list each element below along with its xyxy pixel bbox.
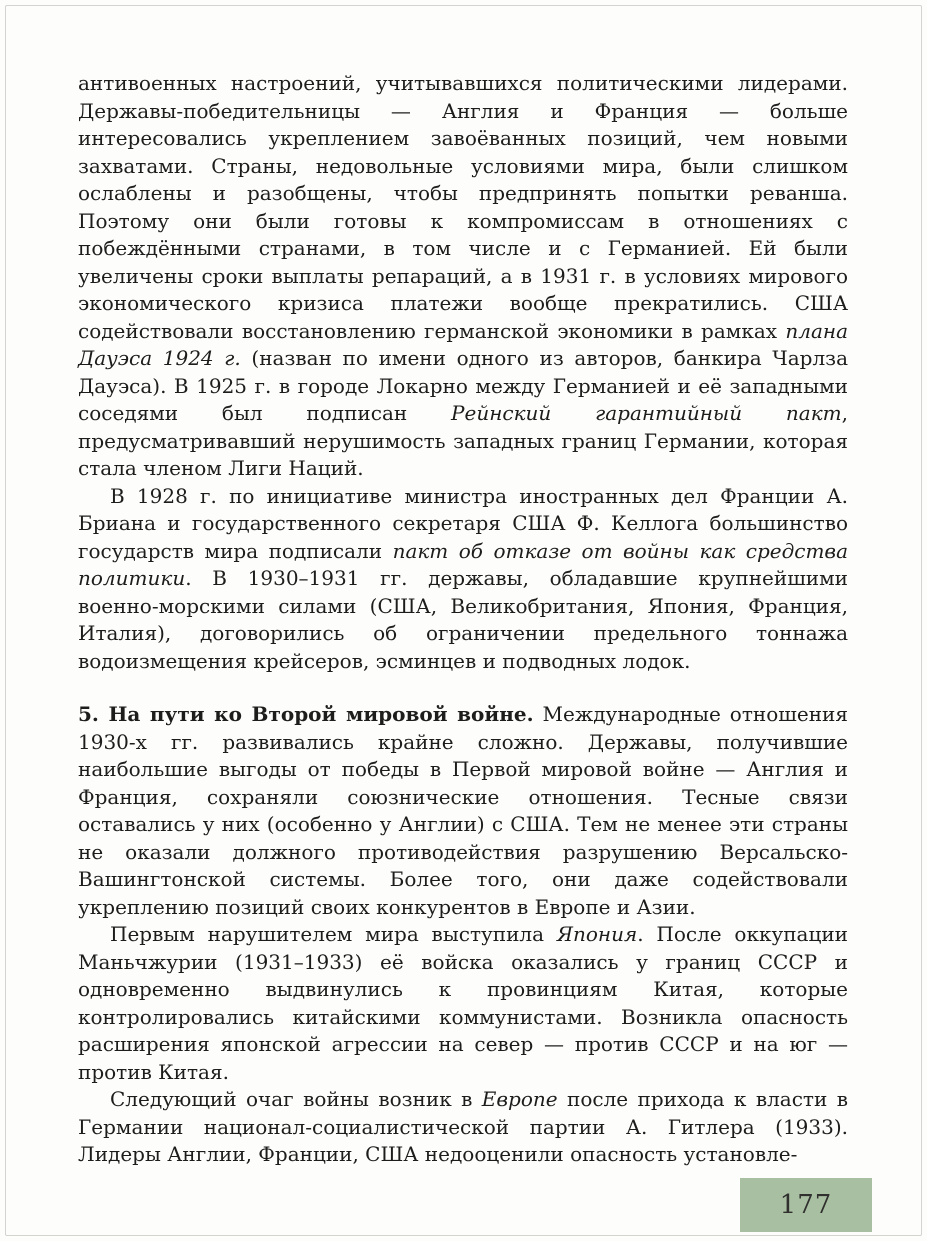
text-block [78,70,848,1169]
paragraph [78,483,848,676]
emphasis-term: Япония [556,922,638,946]
emphasis-term: пакт об отказе от войны как средства политики [78,538,848,590]
page-number-box [740,1178,872,1232]
text-run: Первым нарушителем мира выступила [110,922,557,946]
text-run: , предусматривавший нерушимость западных границ Германии, которая стала членом Лиги Наций. [78,401,848,480]
text-run: В 1928 г. по инициативе министра иностранных дел Франции А. Бриана и государственного секретаря США Ф. Келлога большинство государств мира подписали [78,483,848,563]
emphasis-term: Европе [481,1087,558,1111]
text-run: Следующий очаг войны возник в [110,1087,482,1111]
paragraph [78,701,848,921]
text-run: (назван по имени одного из авторов, банкира Чарлза Дауэса). В 1925 г. в городе Локарно между Германией и её западными соседями был подписан [78,346,848,425]
emphasis-term: Рейнский гарантийный пакт [451,401,842,425]
text-run: . После оккупации Маньчжурии (1931–1933) её войска оказались у границ СССР и одновременно выдвинулись к провинциям Китая, которые контролировались китайскими коммунистами. Возникла опасность расширения японской агрессии на север — против СССР и на юг — против Китая. [78,922,848,1084]
page-number: 177 [779,1190,833,1220]
section-heading: 5. На пути ко Второй мировой войне. [78,702,534,726]
emphasis-term: плана Дауэса 1924 г. [78,318,848,370]
paragraph [78,921,848,1086]
text-run: Международные отношения 1930-х гг. развивались крайне сложно. Державы, получившие наибольшие выгоды от победы в Первой мировой войне — Англия и Франция, сохраняли союзнические отношения. Тесные связи оставались у них (особенно у Англии) с США. Тем не менее эти страны не оказали должного противодействия разрушению Версальско-Вашингтонской системы. Более того, они даже содействовали укреплению позиций своих конкурентов в Европе и Азии. [78,702,848,919]
paragraph [78,1086,848,1169]
text-run: после прихода к власти в Германии национал-социалистической партии А. Гитлера (1933). Лидеры Англии, Франции, США недооценили опасность установле- [78,1087,848,1166]
text-run: антивоенных настроений, учитывавшихся политическими лидерами. Державы-победительницы — Англия и Франция — больше интересовались укреплением завоёванных позиций, чем новыми захватами. Страны, недовольные условиями мира, были слишком ослаблены и разобщены, чтобы предпринять попытки реванша. Поэтому они были готовы к компромиссам в отношениях с побеждёнными странами, в том числе и с Германией. Ей были увеличены сроки выплаты репараций, а в 1931 г. в условиях мирового экономического кризиса платежи вообще прекратились. США содействовали восстановлению германской экономики в рамках [78,71,848,343]
paragraph [78,70,848,483]
text-run: . В 1930–1931 гг. державы, обладавшие крупнейшими военно-морскими силами (США, Великобритания, Япония, Франция, Италия), договорились об ограничении предельного тоннажа водоизмещения крейсеров, эсминцев и подводных лодок. [78,566,848,673]
